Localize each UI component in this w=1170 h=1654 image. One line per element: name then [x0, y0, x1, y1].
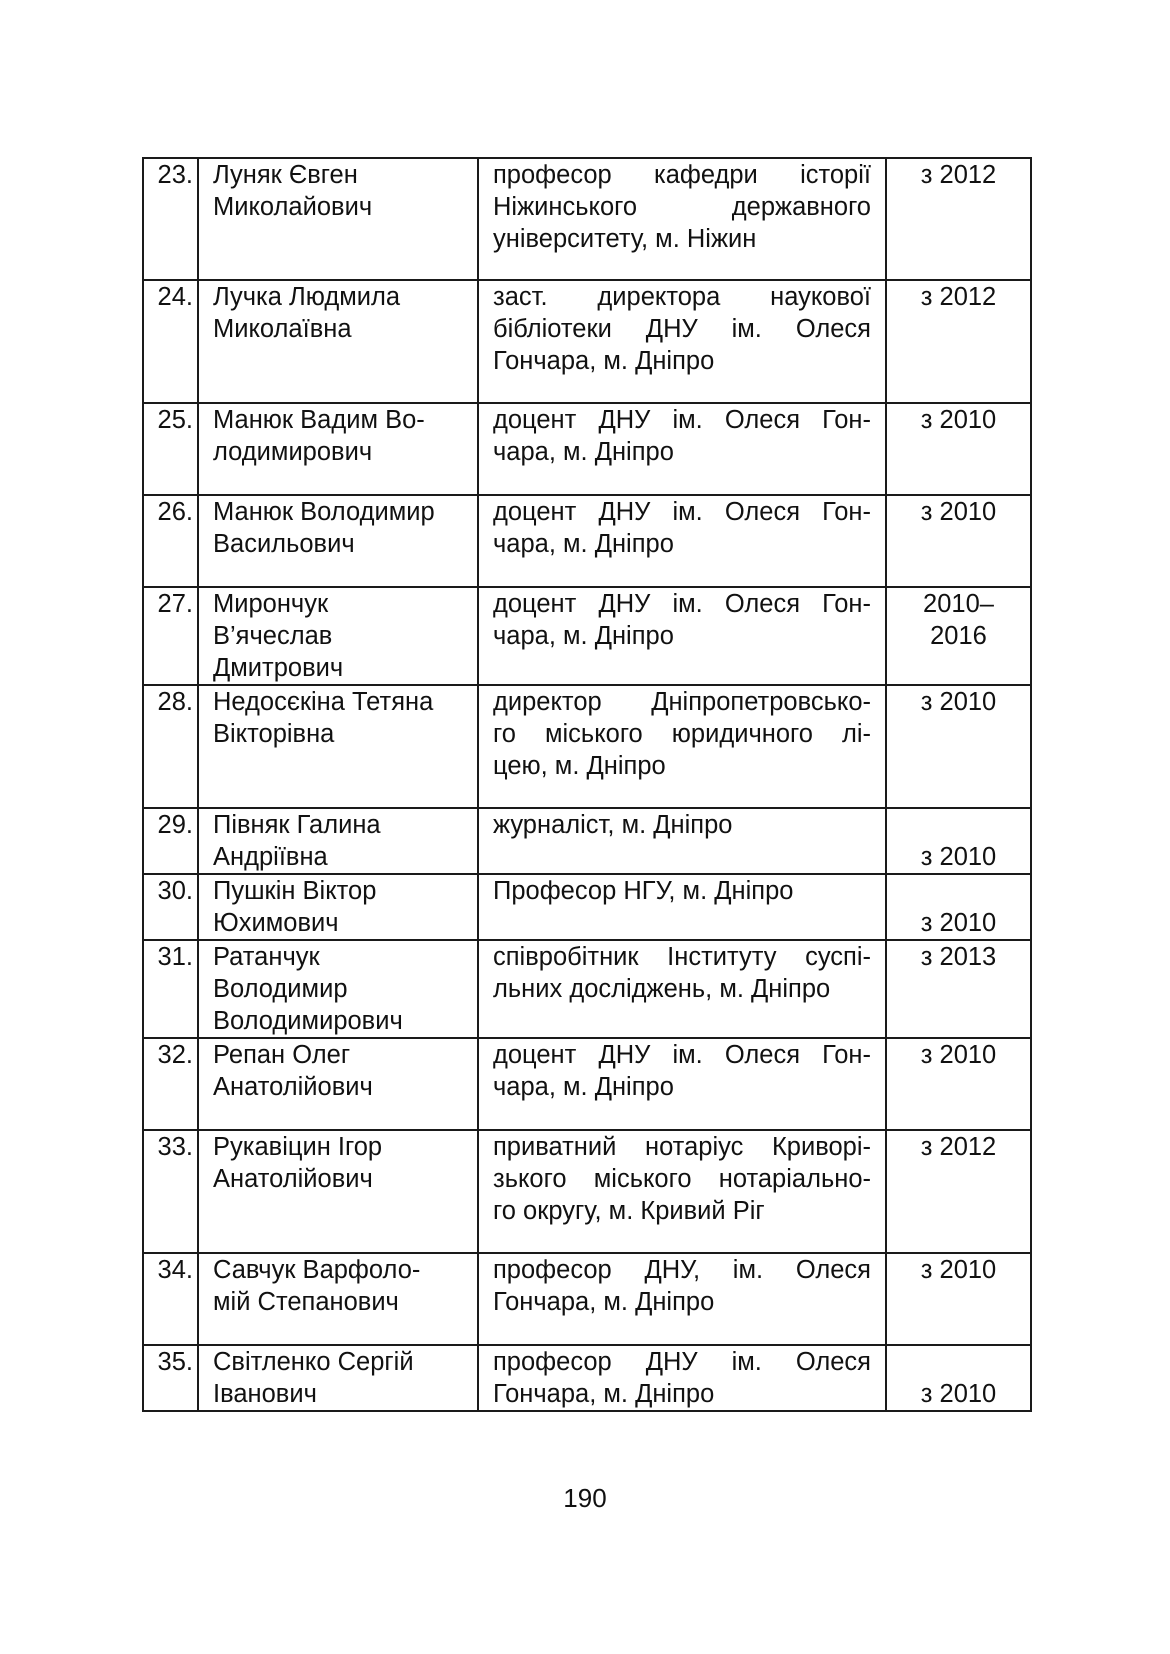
membership-period-cell — [886, 940, 1031, 1038]
row-number: 25. — [143, 403, 198, 495]
member-position-line: зького міського нотаріально- — [493, 1165, 871, 1193]
member-name-cell — [198, 685, 478, 808]
membership-period-line: з 2010 — [920, 406, 997, 434]
member-name-line: Ратанчук — [213, 943, 320, 971]
member-name-cell — [198, 587, 478, 685]
table-row — [143, 280, 1031, 403]
membership-period-line: з 2010 — [920, 1380, 997, 1408]
row-number: 32. — [143, 1038, 198, 1130]
membership-period-cell — [886, 158, 1031, 280]
membership-period-line: з 2010 — [920, 843, 997, 871]
member-name-cell — [198, 808, 478, 874]
member-position-line: професор ДНУ ім. Олеся — [493, 1348, 871, 1376]
member-name-line: Манюк Вадим Во- — [213, 406, 425, 434]
membership-period-line: з 2010 — [920, 1041, 997, 1069]
membership-period-line: з 2012 — [920, 283, 997, 311]
member-name-cell — [198, 1038, 478, 1130]
row-number: 24. — [143, 280, 198, 403]
membership-period-cell — [886, 685, 1031, 808]
membership-period-cell — [886, 587, 1031, 685]
member-position-line: Професор НГУ, м. Дніпро — [493, 877, 794, 905]
membership-period-line: з 2012 — [920, 161, 997, 189]
member-position-line: го округу, м. Кривий Ріг — [493, 1197, 765, 1225]
member-name-line: лодимирович — [213, 438, 373, 466]
member-position-line: доцент ДНУ ім. Олеся Гон- — [493, 1041, 871, 1069]
member-name-line: Недосєкіна Тетяна — [213, 688, 434, 716]
member-name-line: Володимир — [213, 975, 348, 1003]
membership-period-line: з 2012 — [920, 1133, 997, 1161]
member-position-cell — [478, 158, 886, 280]
page-number: 190 — [563, 1483, 607, 1513]
member-position-line: Гончара, м. Дніпро — [493, 347, 715, 375]
member-name-line: Миколаївна — [213, 315, 352, 343]
member-name-cell — [198, 1130, 478, 1253]
member-position-line: професор кафедри історії — [493, 161, 871, 189]
member-name-line: Репан Олег — [213, 1041, 351, 1069]
member-name-line: Савчук Варфоло- — [213, 1256, 421, 1284]
membership-period-cell — [886, 495, 1031, 587]
member-position-line: доцент ДНУ ім. Олеся Гон- — [493, 590, 871, 618]
table-row — [143, 587, 1031, 685]
member-name-line: Андріївна — [213, 843, 328, 871]
members-table-body — [143, 158, 1031, 1411]
membership-period-cell — [886, 1345, 1031, 1411]
membership-period-line: з 2010 — [920, 688, 997, 716]
row-number: 33. — [143, 1130, 198, 1253]
member-name-line: Юхимович — [213, 909, 339, 937]
row-number: 27. — [143, 587, 198, 685]
member-position-line: цею, м. Дніпро — [493, 752, 666, 780]
member-name-line: Пушкін Віктор — [213, 877, 377, 905]
table-row — [143, 685, 1031, 808]
member-position-cell — [478, 940, 886, 1038]
membership-period-cell — [886, 874, 1031, 940]
table-row — [143, 1130, 1031, 1253]
member-position-cell — [478, 587, 886, 685]
member-name-cell — [198, 403, 478, 495]
member-name-cell — [198, 874, 478, 940]
table-row — [143, 1038, 1031, 1130]
member-position-cell — [478, 280, 886, 403]
member-position-cell — [478, 874, 886, 940]
membership-period-line: з 2013 — [920, 943, 997, 971]
membership-period-line: з 2010 — [920, 909, 997, 937]
table-row — [143, 808, 1031, 874]
row-number: 31. — [143, 940, 198, 1038]
member-position-line: чара, м. Дніпро — [493, 438, 674, 466]
member-position-line: бібліотеки ДНУ ім. Олеся — [493, 315, 871, 343]
member-position-line: директор Дніпропетровсько- — [493, 688, 871, 716]
member-name-line: Лучка Людмила — [213, 283, 401, 311]
member-name-line: Анатолійович — [213, 1165, 373, 1193]
member-position-line: співробітник Інституту суспі- — [493, 943, 871, 971]
member-position-line: го міського юридичного лі- — [493, 720, 871, 748]
membership-period-line: з 2010 — [920, 498, 997, 526]
member-position-cell — [478, 808, 886, 874]
member-position-cell — [478, 1038, 886, 1130]
member-position-cell — [478, 403, 886, 495]
member-position-cell — [478, 1253, 886, 1345]
row-number: 29. — [143, 808, 198, 874]
member-name-line: Луняк Євген — [213, 161, 358, 189]
member-name-cell — [198, 1345, 478, 1411]
members-table — [142, 157, 1032, 1412]
member-name-cell — [198, 280, 478, 403]
row-number: 26. — [143, 495, 198, 587]
member-name-line: Іванович — [213, 1380, 317, 1408]
member-name-line: В’ячеслав — [213, 622, 333, 650]
member-name-cell — [198, 1253, 478, 1345]
membership-period-line: 2010– — [923, 590, 994, 618]
member-position-line: доцент ДНУ ім. Олеся Гон- — [493, 498, 871, 526]
member-name-line: Світленко Сергій — [213, 1348, 414, 1376]
table-row — [143, 874, 1031, 940]
member-position-line: Гончара, м. Дніпро — [493, 1380, 715, 1408]
member-name-line: Вікторівна — [213, 720, 335, 748]
member-position-line: Гончара, м. Дніпро — [493, 1288, 715, 1316]
row-number: 23. — [143, 158, 198, 280]
member-position-cell — [478, 685, 886, 808]
member-position-line: Ніжинського державного — [493, 193, 871, 221]
table-row — [143, 1345, 1031, 1411]
table-row — [143, 495, 1031, 587]
membership-period-line: 2016 — [930, 622, 987, 650]
member-name-line: Дмитрович — [213, 654, 344, 682]
member-name-line: Півняк Галина — [213, 811, 381, 839]
membership-period-cell — [886, 1253, 1031, 1345]
table-row — [143, 158, 1031, 280]
member-name-cell — [198, 495, 478, 587]
row-number: 28. — [143, 685, 198, 808]
row-number: 34. — [143, 1253, 198, 1345]
member-name-line: мій Степанович — [213, 1288, 399, 1316]
member-name-line: Мирончук — [213, 590, 329, 618]
member-name-cell — [198, 940, 478, 1038]
membership-period-cell — [886, 1130, 1031, 1253]
member-position-cell — [478, 495, 886, 587]
table-row — [143, 1253, 1031, 1345]
member-position-line: чара, м. Дніпро — [493, 1073, 674, 1101]
table-row — [143, 403, 1031, 495]
membership-period-line: з 2010 — [920, 1256, 997, 1284]
member-position-line: льних досліджень, м. Дніпро — [493, 975, 831, 1003]
membership-period-cell — [886, 403, 1031, 495]
member-position-line: чара, м. Дніпро — [493, 530, 674, 558]
member-name-line: Васильович — [213, 530, 355, 558]
member-position-line: доцент ДНУ ім. Олеся Гон- — [493, 406, 871, 434]
member-position-line: професор ДНУ, ім. Олеся — [493, 1256, 871, 1284]
member-name-line: Миколайович — [213, 193, 373, 221]
member-name-line: Манюк Володимир — [213, 498, 435, 526]
table-row — [143, 940, 1031, 1038]
member-position-line: заст. директора наукової — [493, 283, 871, 311]
member-name-line: Рукавіцин Ігор — [213, 1133, 383, 1161]
member-position-cell — [478, 1130, 886, 1253]
member-position-cell — [478, 1345, 886, 1411]
membership-period-cell — [886, 280, 1031, 403]
row-number: 30. — [143, 874, 198, 940]
membership-period-cell — [886, 1038, 1031, 1130]
member-position-line: університету, м. Ніжин — [493, 225, 757, 253]
row-number: 35. — [143, 1345, 198, 1411]
membership-period-cell — [886, 808, 1031, 874]
member-position-line: журналіст, м. Дніпро — [493, 811, 733, 839]
member-name-line: Анатолійович — [213, 1073, 373, 1101]
member-name-line: Володимирович — [213, 1007, 403, 1035]
member-position-line: приватний нотаріус Криворі- — [493, 1133, 871, 1161]
member-position-line: чара, м. Дніпро — [493, 622, 674, 650]
member-name-cell — [198, 158, 478, 280]
